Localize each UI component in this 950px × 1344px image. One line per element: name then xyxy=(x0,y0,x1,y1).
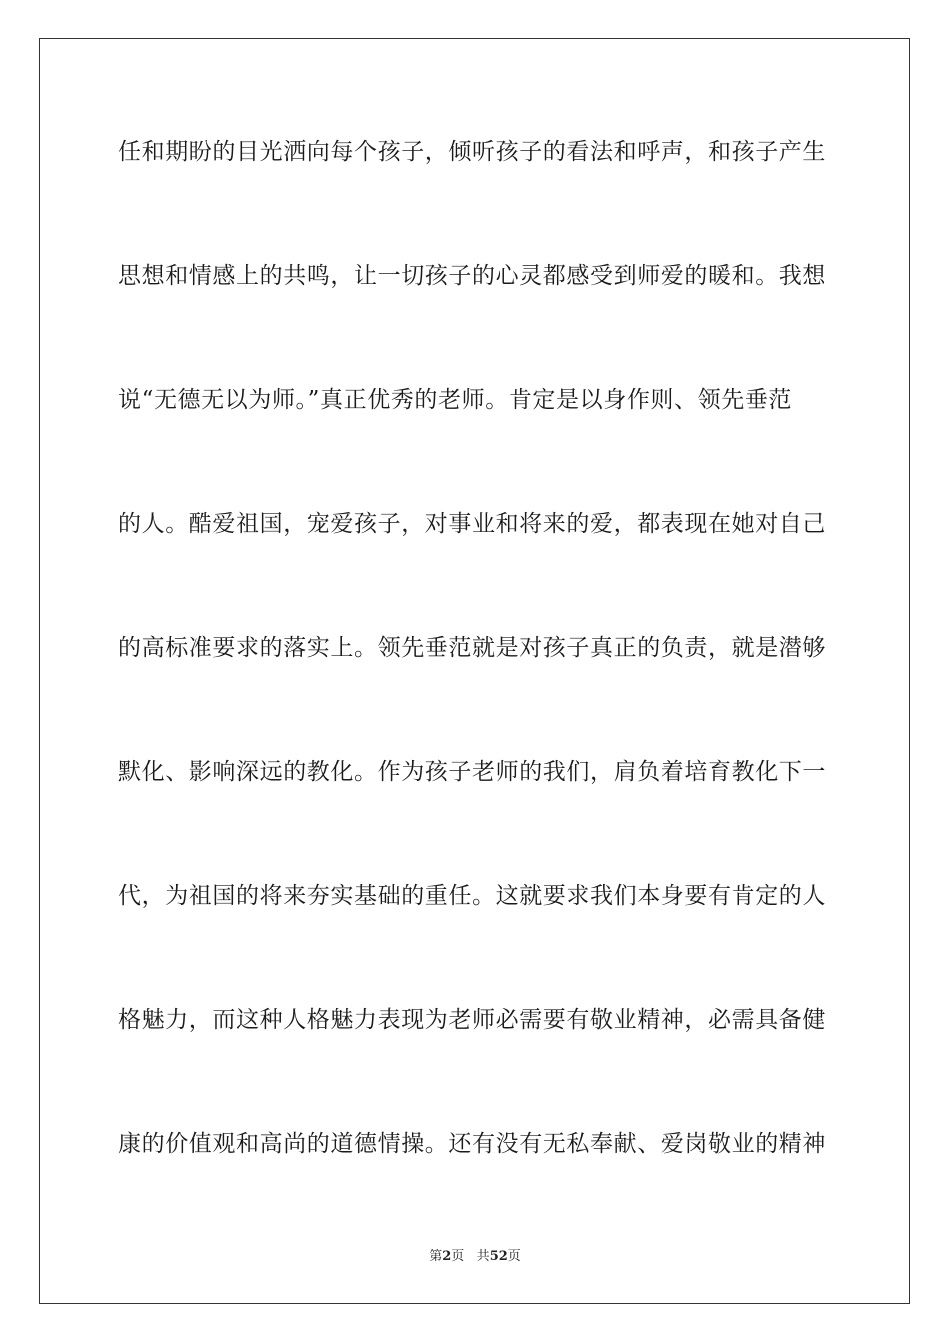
paragraph-line-4: 的人。酷爱祖国，宠爱孩子，对事业和将来的爱，都表现在她对自己 xyxy=(118,511,826,537)
total-prefix: 共 xyxy=(476,1249,490,1264)
paragraph-line-6: 默化、影响深远的教化。作为孩子老师的我们，肩负着培育教化下一 xyxy=(118,759,826,785)
paragraph-line-7: 代，为祖国的将来夯实基础的重任。这就要求我们本身要有肯定的人 xyxy=(118,883,826,909)
paragraph-line-1: 任和期盼的目光洒向每个孩子，倾听孩子的看法和呼声，和孩子产生 xyxy=(118,139,826,165)
page-prefix: 第 xyxy=(429,1249,443,1264)
paragraph-line-5: 的高标准要求的落实上。领先垂范就是对孩子真正的负责，就是潜够 xyxy=(118,635,826,661)
paragraph-line-3: 说“无德无以为师。”真正优秀的老师。肯定是以身作则、领先垂范 xyxy=(118,387,793,413)
paragraph-line-8: 格魅力，而这种人格魅力表现为老师必需要有敬业精神，必需具备健 xyxy=(118,1007,826,1033)
total-suffix: 页 xyxy=(507,1249,521,1264)
page-border xyxy=(39,38,910,1304)
paragraph-line-9: 康的价值观和高尚的道德情操。还有没有无私奉献、爱岗敬业的精神 xyxy=(118,1131,826,1157)
total-pages: 52 xyxy=(489,1249,508,1264)
page-suffix: 页 xyxy=(451,1249,465,1264)
page-footer xyxy=(0,1248,950,1266)
paragraph-line-2: 思想和情感上的共鸣，让一切孩子的心灵都感受到师爱的暖和。我想 xyxy=(118,263,826,289)
page-number: 2 xyxy=(442,1249,452,1264)
